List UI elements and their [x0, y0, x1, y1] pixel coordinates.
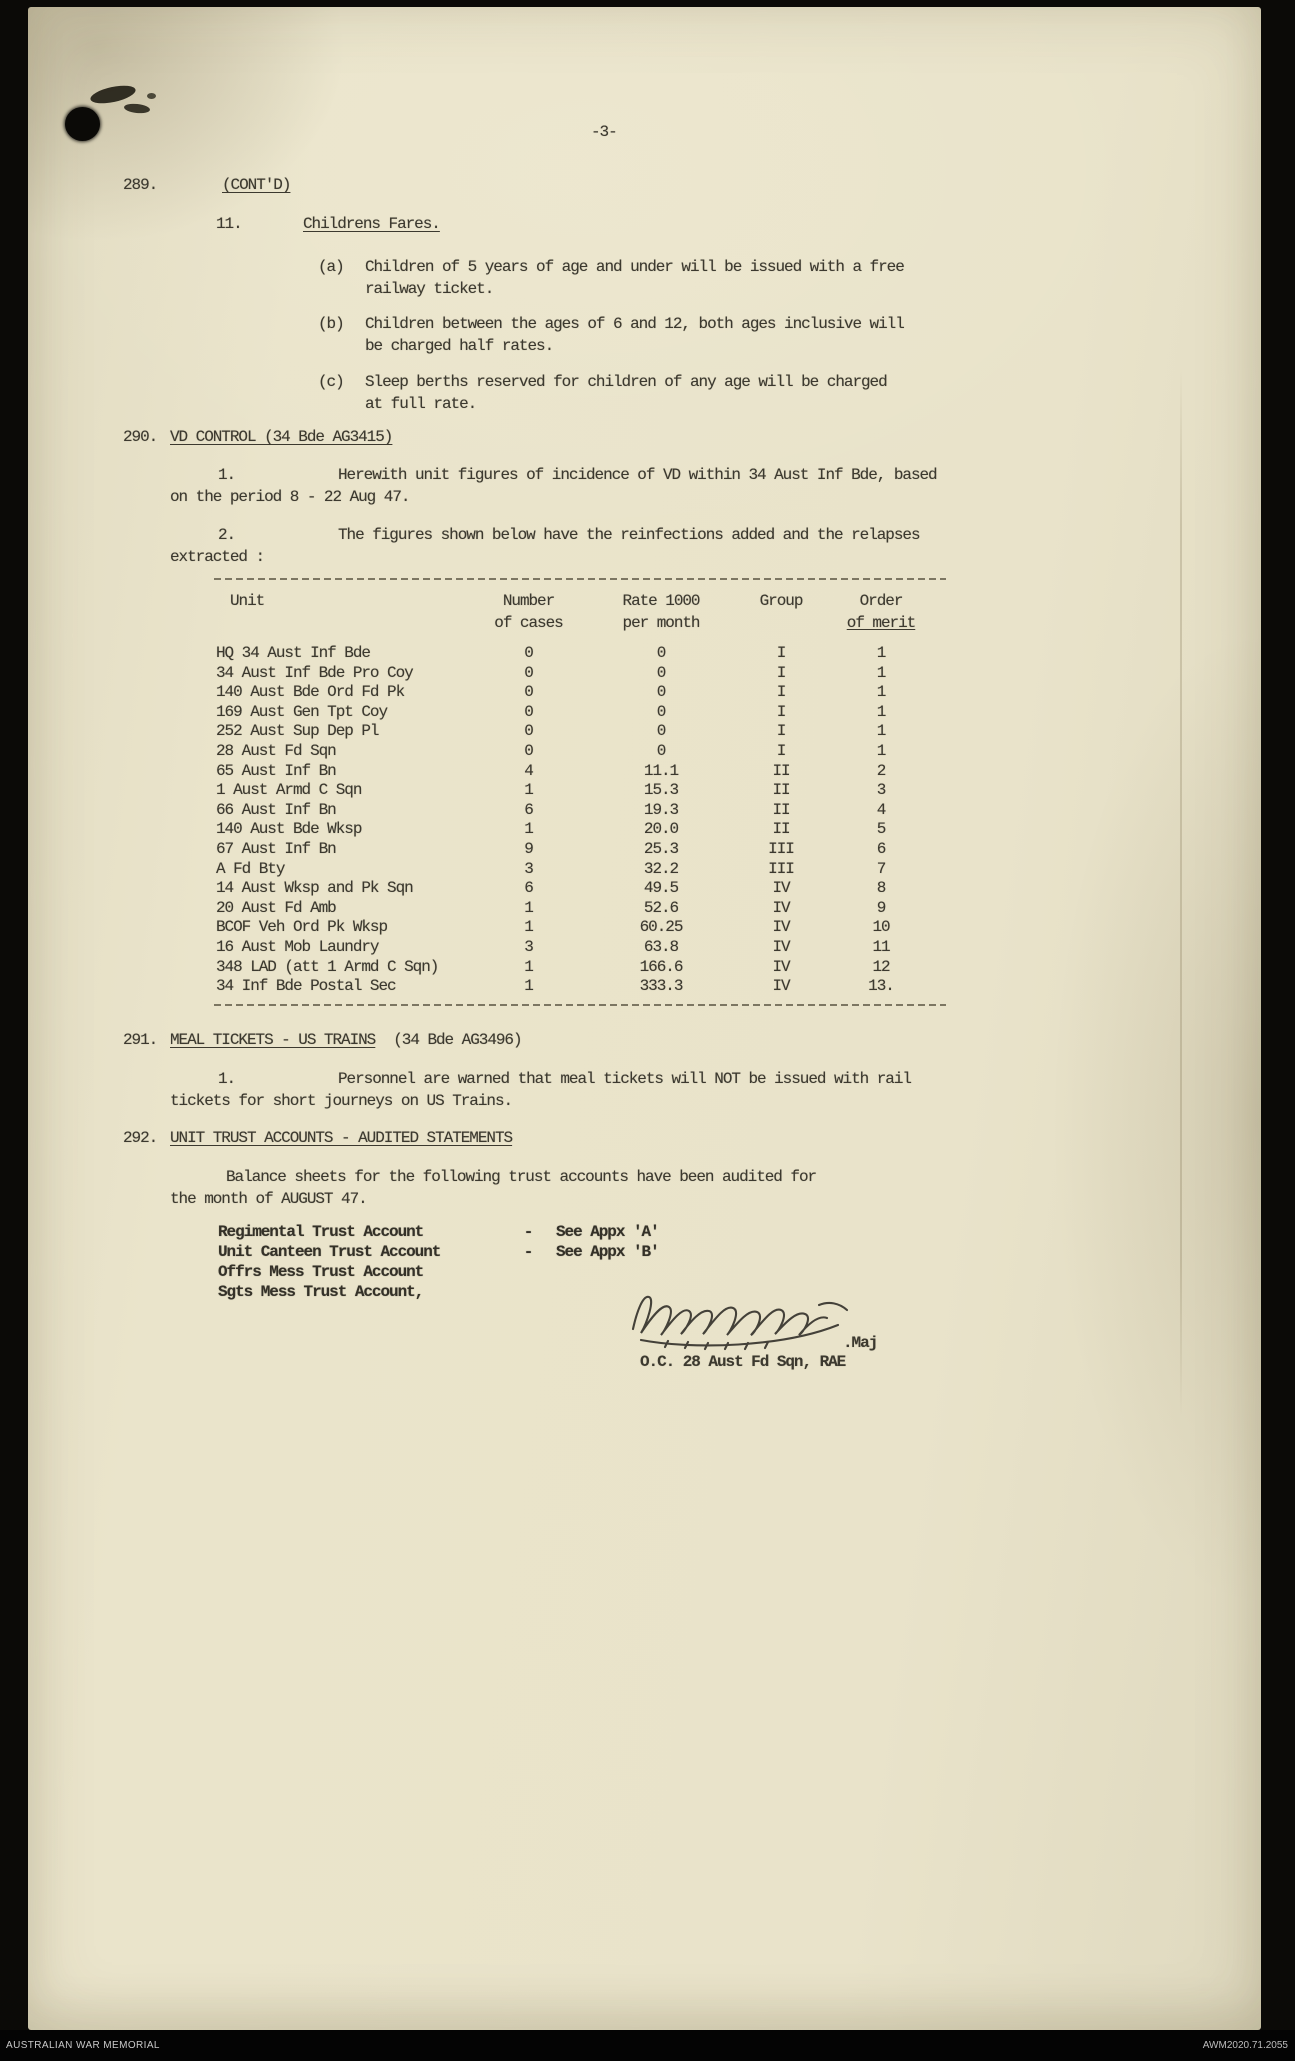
cell-rate: 333.3 — [639, 977, 683, 996]
footer-bar — [0, 2030, 1295, 2061]
cell-cases: 1 — [524, 781, 533, 800]
cell-order: 13. — [868, 977, 894, 996]
list-item — [318, 313, 904, 357]
cell-cases: 0 — [524, 683, 533, 702]
cell-cases: 6 — [524, 879, 533, 898]
list-item-text: Children of 5 years of age and under will be issued with a free — [365, 258, 904, 276]
list-item-marker: (a) — [318, 258, 344, 276]
cell-cases: 1 — [524, 957, 533, 976]
list-item — [318, 256, 904, 300]
list-item — [318, 371, 887, 415]
cell-unit: 1 Aust Armd C Sqn — [216, 781, 362, 800]
cell-cases: 1 — [524, 820, 533, 839]
header-group: Group — [759, 592, 803, 610]
cell-cases: 1 — [524, 918, 533, 937]
cell-cases: 1 — [524, 977, 533, 996]
list-item-line: railway ticket. — [365, 280, 494, 298]
cell-cases: 3 — [524, 937, 533, 956]
cell-unit: 140 Aust Bde Wksp — [216, 820, 362, 839]
section-title: MEAL TICKETS - US TRAINS — [170, 1031, 376, 1049]
para-number: 2. — [218, 526, 236, 544]
section-291-heading — [123, 1029, 522, 1051]
cell-rate: 0 — [656, 741, 666, 760]
para-290-1 — [170, 464, 937, 508]
cell-rate: 166.6 — [639, 957, 683, 976]
signing-officer-line: O.C. 28 Aust Fd Sqn, RAE — [640, 1353, 846, 1371]
cell-group: IV — [772, 977, 790, 996]
cell-group: II — [772, 800, 790, 819]
para-number: 1. — [218, 1070, 236, 1088]
list-item-line — [318, 371, 887, 393]
cell-order: 1 — [876, 644, 886, 662]
cell-rate: 19.3 — [643, 800, 679, 819]
section-number: 291. — [123, 1031, 158, 1049]
cell-group: IV — [772, 937, 790, 956]
cell-order: 5 — [876, 820, 886, 839]
cell-unit: 20 Aust Fd Amb — [216, 898, 336, 917]
cell-order: 6 — [876, 839, 886, 858]
cell-rate: 0 — [656, 722, 666, 741]
page-number: -3- — [591, 123, 617, 141]
para-line — [170, 524, 920, 546]
header-spacer — [731, 612, 831, 634]
para-line: tickets for short journeys on US Trains. — [170, 1092, 513, 1110]
item-title: Childrens Fares. — [303, 215, 440, 233]
cell-rate: 60.25 — [639, 918, 683, 937]
header-spacer — [216, 612, 466, 634]
section-290-heading — [123, 426, 392, 448]
cell-group: I — [776, 663, 786, 682]
cell-group: I — [776, 644, 786, 662]
cell-unit: 66 Aust Inf Bn — [216, 800, 336, 819]
ink-smudge — [147, 93, 156, 99]
cell-rate: 0 — [656, 663, 666, 682]
cell-order: 10 — [872, 918, 890, 937]
list-item-text: Sleep berths reserved for children of any age will be charged — [365, 373, 887, 391]
cell-unit: 34 Aust Inf Bde Pro Coy — [216, 663, 413, 682]
cell-order: 1 — [876, 663, 886, 682]
header-order-2: of merit — [846, 614, 916, 632]
para-text: Personnel are warned that meal tickets will NOT be issued with rail — [338, 1070, 911, 1088]
header-unit: Unit — [230, 592, 265, 610]
list-item-line: be charged half rates. — [365, 337, 554, 355]
cell-rate: 0 — [656, 683, 666, 702]
table-header-row — [216, 612, 931, 634]
para-line: extracted : — [170, 548, 265, 566]
cell-group: III — [768, 839, 794, 858]
cell-cases: 3 — [524, 859, 533, 878]
cell-unit: 65 Aust Inf Bn — [216, 761, 336, 780]
item-11-heading — [216, 213, 440, 235]
para-line: Balance sheets for the following trust accounts have been audited for — [226, 1168, 817, 1186]
cell-rate: 0 — [656, 702, 666, 721]
cell-order: 1 — [876, 702, 886, 721]
cell-rate: 15.3 — [643, 781, 679, 800]
para-line — [170, 1068, 911, 1090]
table-rule-top — [214, 578, 946, 580]
table-rule-bottom — [214, 1004, 946, 1006]
cell-cases: 1 — [524, 898, 533, 917]
cell-group: IV — [772, 918, 790, 937]
catalog-number: AWM2020.71.2055 — [1202, 2040, 1288, 2051]
cell-cases: 4 — [524, 761, 533, 780]
cell-unit: 34 Inf Bde Postal Sec — [216, 977, 396, 996]
header-order: Order — [859, 592, 903, 610]
cell-rate: 52.6 — [643, 898, 679, 917]
para-292-1 — [170, 1166, 816, 1210]
paper-crease — [1180, 367, 1182, 1417]
list-item-line — [318, 313, 904, 335]
section-number: 289. — [123, 176, 158, 194]
cell-unit: 16 Aust Mob Laundry — [216, 937, 379, 956]
cell-cases: 0 — [524, 663, 533, 682]
cell-unit: 67 Aust Inf Bn — [216, 839, 336, 858]
para-291-1 — [170, 1068, 911, 1112]
list-item-marker: (c) — [318, 373, 344, 391]
section-title: (CONT'D) — [222, 176, 291, 194]
signature-rank: .Maj — [843, 1334, 878, 1352]
cell-group: II — [772, 820, 790, 839]
table-header-row — [216, 590, 931, 612]
cell-group: I — [776, 722, 786, 741]
account-dash: - — [523, 1243, 533, 1261]
list-item-line: at full rate. — [365, 395, 477, 413]
cell-group: IV — [772, 879, 790, 898]
list-item-line — [318, 256, 904, 278]
para-line: on the period 8 - 22 Aug 47. — [170, 488, 410, 506]
cell-group: I — [776, 741, 786, 760]
memorial-label: AUSTRALIAN WAR MEMORIAL — [6, 2040, 160, 2051]
account-label: Sgts Mess Trust Account, — [218, 1283, 424, 1301]
cell-group: I — [776, 683, 786, 702]
para-line: the month of AUGUST 47. — [170, 1190, 367, 1208]
item-number: 11. — [216, 215, 242, 233]
header-cases: Number — [502, 592, 555, 610]
table-header — [216, 590, 931, 634]
document-page — [28, 7, 1261, 2030]
list-item-text: Children between the ages of 6 and 12, both ages inclusive will — [365, 315, 904, 333]
cell-rate: 11.1 — [643, 761, 679, 780]
cell-rate: 49.5 — [643, 879, 679, 898]
cell-cases: 0 — [524, 644, 533, 662]
cell-unit: A Fd Bty — [216, 859, 285, 878]
trust-accounts-list — [218, 1222, 659, 1302]
cell-group: II — [772, 781, 790, 800]
cell-group: III — [768, 859, 794, 878]
para-number: 1. — [218, 466, 236, 484]
cell-order: 11 — [872, 937, 890, 956]
header-cases-2: of cases — [494, 614, 563, 632]
header-rate-2: per month — [622, 614, 700, 632]
account-label: Unit Canteen Trust Account — [218, 1243, 441, 1261]
table-rows — [216, 644, 931, 997]
cell-rate: 32.2 — [643, 859, 679, 878]
cell-order: 9 — [876, 898, 886, 917]
account-ref: See Appx 'B' — [556, 1243, 659, 1261]
account-label: Regimental Trust Account — [218, 1223, 424, 1241]
signature-scrawl — [623, 1277, 873, 1355]
cell-order: 3 — [876, 781, 886, 800]
cell-unit: 140 Aust Bde Ord Fd Pk — [216, 683, 405, 702]
hole-punch — [65, 107, 100, 141]
cell-group: II — [772, 761, 790, 780]
cell-unit: 28 Aust Fd Sqn — [216, 741, 336, 760]
section-292-heading — [123, 1127, 512, 1149]
account-label: Offrs Mess Trust Account — [218, 1263, 424, 1281]
cell-order: 1 — [876, 683, 886, 702]
account-dash — [500, 1262, 556, 1282]
cell-rate: 25.3 — [643, 839, 679, 858]
cell-unit: 252 Aust Sup Dep Pl — [216, 722, 379, 741]
cell-cases: 0 — [524, 741, 533, 760]
cell-order: 4 — [876, 800, 886, 819]
cell-order: 1 — [876, 741, 886, 760]
section-title: UNIT TRUST ACCOUNTS - AUDITED STATEMENTS — [170, 1129, 513, 1147]
account-ref: See Appx 'A' — [556, 1223, 659, 1241]
section-title: VD CONTROL (34 Bde AG3415) — [170, 428, 393, 446]
cell-order: 1 — [876, 722, 886, 741]
cell-cases: 0 — [524, 722, 533, 741]
para-text: Herewith unit figures of incidence of VD within 34 Aust Inf Bde, based — [338, 466, 937, 484]
cell-unit: BCOF Veh Ord Pk Wksp — [216, 918, 388, 937]
cell-group: IV — [772, 898, 790, 917]
header-rate: Rate 1000 — [622, 592, 700, 610]
section-number: 292. — [123, 1129, 158, 1147]
account-dash: - — [523, 1223, 533, 1241]
account-dash — [500, 1282, 556, 1302]
cell-rate: 0 — [656, 644, 666, 662]
section-number: 290. — [123, 428, 158, 446]
cell-group: IV — [772, 957, 790, 976]
cell-unit: HQ 34 Aust Inf Bde — [216, 644, 370, 662]
cell-unit: 14 Aust Wksp and Pk Sqn — [216, 879, 413, 898]
cell-rate: 20.0 — [643, 820, 679, 839]
cell-order: 8 — [876, 879, 886, 898]
cell-order: 12 — [872, 957, 890, 976]
para-line — [170, 464, 937, 486]
cell-cases: 0 — [524, 702, 533, 721]
para-290-2 — [170, 524, 920, 568]
cell-order: 7 — [876, 859, 886, 878]
para-text: The figures shown below have the reinfections added and the relapses — [338, 526, 920, 544]
ink-smudge — [124, 103, 151, 115]
cell-unit: 169 Aust Gen Tpt Coy — [216, 702, 388, 721]
section-title-ref: (34 Bde AG3496) — [393, 1031, 522, 1049]
cell-unit: 348 LAD (att 1 Armd C Sqn) — [216, 957, 439, 976]
cell-order: 2 — [876, 761, 886, 780]
section-289-heading — [123, 174, 290, 196]
cell-cases: 6 — [524, 800, 533, 819]
cell-group: I — [776, 702, 786, 721]
list-item-marker: (b) — [318, 315, 344, 333]
cell-rate: 63.8 — [643, 937, 679, 956]
cell-cases: 9 — [524, 839, 533, 858]
